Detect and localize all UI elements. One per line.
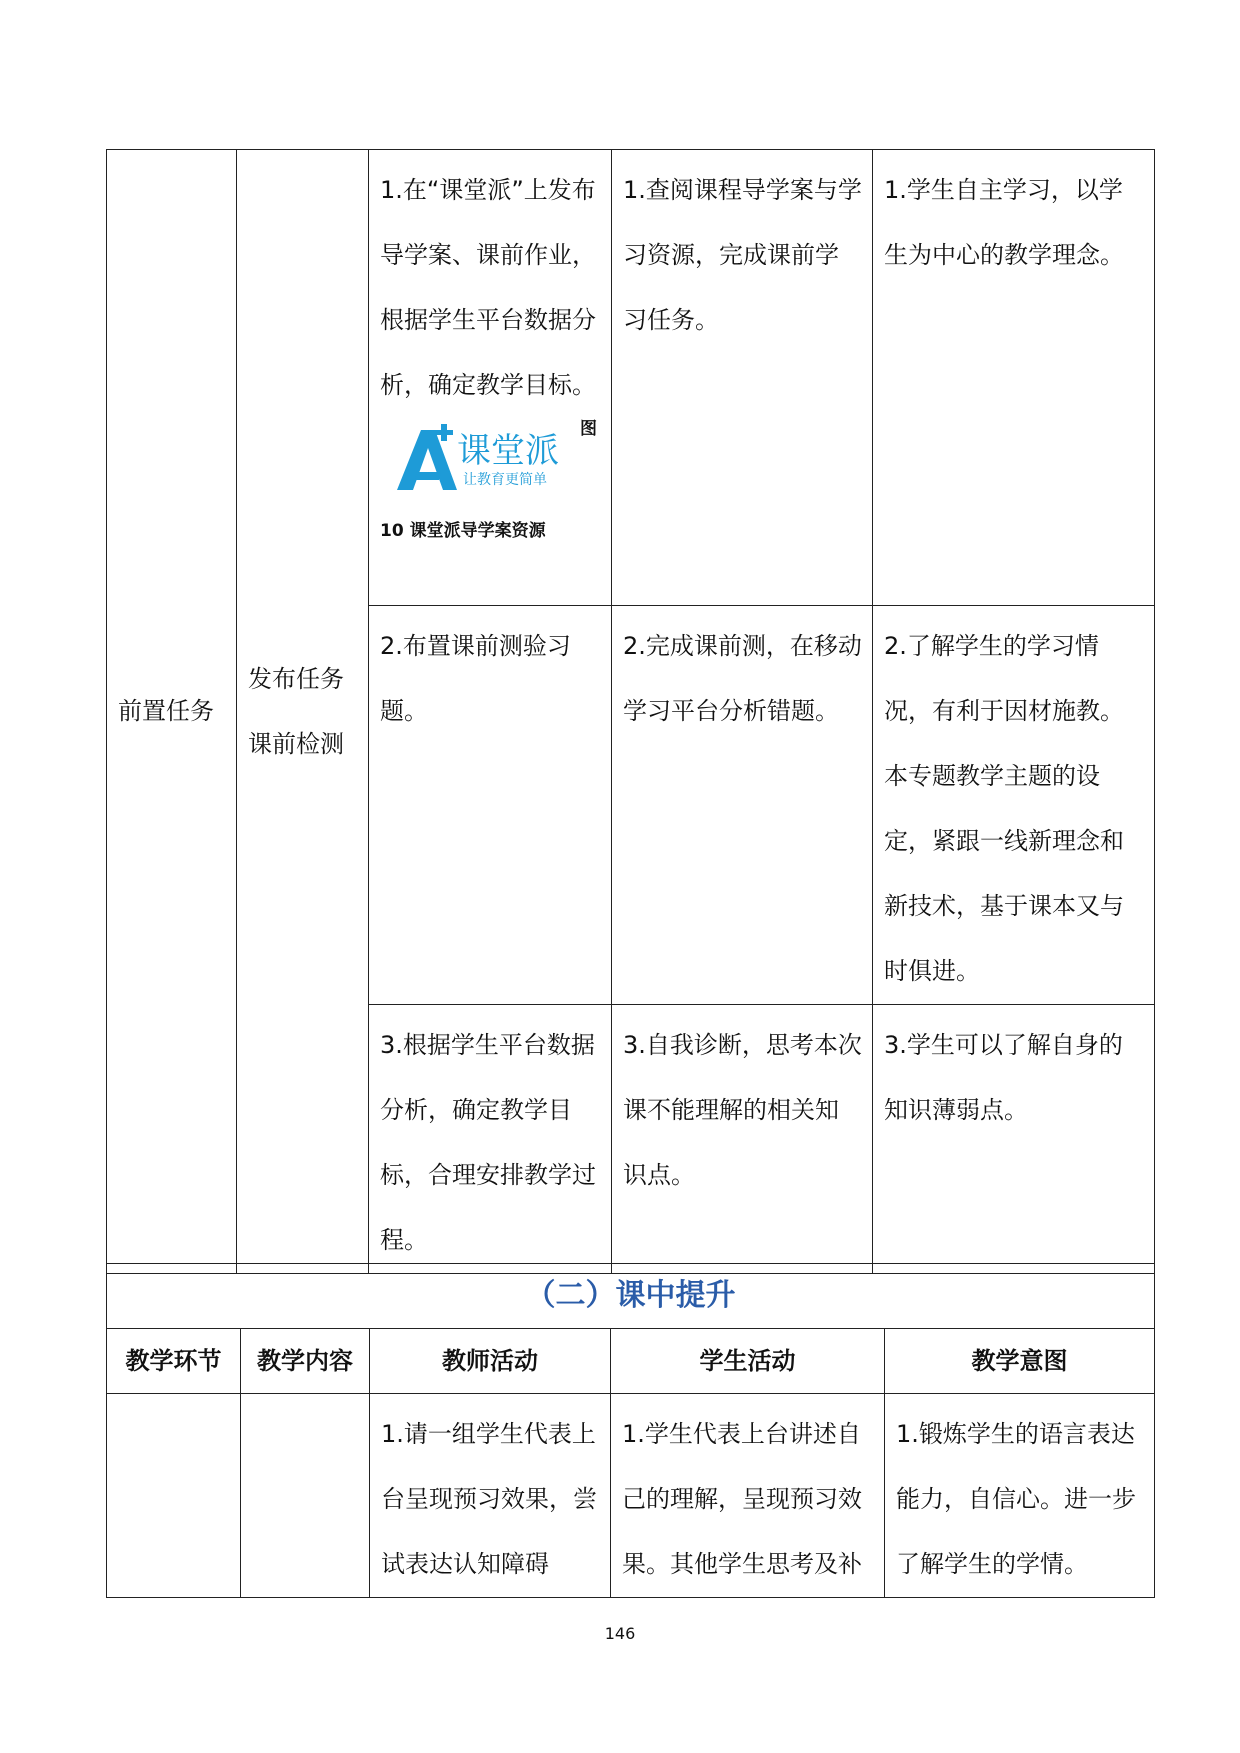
teacher-activity-text-3: 3.根据学生平台数据分析，确定教学目标，合理安排教学过程。 bbox=[380, 1031, 596, 1254]
row-intent-cell bbox=[885, 1394, 1155, 1598]
teacher-activity-text-2: 2.布置课前测验习题。 bbox=[380, 632, 571, 725]
intent-text-2: 2.了解学生的学习情况，有利于因材施教。本专题教学主题的设定，紧跟一线新理念和新技术，基于课本又与时俱进。 bbox=[884, 632, 1124, 985]
teacher-activity-cell-1 bbox=[369, 150, 612, 606]
row-stage-cell bbox=[107, 1394, 241, 1598]
logo-slogan-text: 让教育更简单 bbox=[463, 472, 547, 488]
page-number: 146 bbox=[604, 1624, 636, 1643]
figure-caption-prefix: 图 bbox=[580, 419, 597, 439]
row-teacher-activity-text: 1.请一组学生代表上台呈现预习效果，尝试表达认知障碍 bbox=[381, 1420, 597, 1578]
row-content-cell bbox=[241, 1394, 370, 1598]
student-activity-text-3: 3.自我诊断，思考本次课不能理解的相关知识点。 bbox=[623, 1031, 862, 1189]
content-cell bbox=[237, 150, 369, 1274]
row-teacher-activity-cell bbox=[370, 1394, 611, 1598]
content-line-1: 发布任务 bbox=[248, 664, 344, 693]
student-activity-cell-2 bbox=[612, 606, 873, 1005]
student-activity-text-2: 2.完成课前测，在移动学习平台分析错题。 bbox=[623, 632, 862, 725]
header-stage: 教学环节 bbox=[107, 1329, 241, 1394]
header-teacher-activity: 教师活动 bbox=[370, 1329, 611, 1394]
figure-block bbox=[369, 418, 611, 548]
header-student-activity: 学生活动 bbox=[611, 1329, 885, 1394]
intent-text-3: 3.学生可以了解自身的知识薄弱点。 bbox=[884, 1031, 1123, 1124]
intent-cell-1 bbox=[873, 150, 1155, 606]
figure-caption: 10 课堂派导学案资源 bbox=[380, 521, 546, 541]
teacher-activity-text-1: 1.在“课堂派”上发布导学案、课前作业，根据学生平台数据分析，确定教学目标。 bbox=[380, 176, 596, 399]
intent-text-1: 1.学生自主学习，以学生为中心的教学理念。 bbox=[884, 176, 1124, 269]
pre-task-table bbox=[106, 149, 1155, 1274]
teacher-activity-cell-3 bbox=[369, 1005, 612, 1274]
student-activity-text-1: 1.查阅课程导学案与学习资源，完成课前学习任务。 bbox=[623, 176, 862, 334]
stage-cell bbox=[107, 150, 237, 1274]
stage-text: 前置任务 bbox=[118, 697, 214, 725]
section-title: （二）课中提升 bbox=[107, 1264, 1155, 1329]
student-activity-cell-1 bbox=[612, 150, 873, 606]
header-content: 教学内容 bbox=[241, 1329, 370, 1394]
intent-cell-3 bbox=[873, 1005, 1155, 1274]
row-student-activity-cell bbox=[611, 1394, 885, 1598]
header-intent: 教学意图 bbox=[885, 1329, 1155, 1394]
row-student-activity-text: 1.学生代表上台讲述自己的理解，呈现预习效果。其他学生思考及补 bbox=[622, 1420, 862, 1578]
logo-brand-text: 课堂派 bbox=[457, 431, 559, 471]
intent-cell-2 bbox=[873, 606, 1155, 1005]
ketangpai-logo-image bbox=[395, 424, 565, 500]
content-line-2: 课前检测 bbox=[248, 729, 344, 758]
teacher-activity-cell-2 bbox=[369, 606, 612, 1005]
row-intent-text: 1.锻炼学生的语言表达能力，自信心。进一步了解学生的学情。 bbox=[896, 1420, 1136, 1578]
student-activity-cell-3 bbox=[612, 1005, 873, 1274]
in-class-table bbox=[106, 1263, 1155, 1598]
